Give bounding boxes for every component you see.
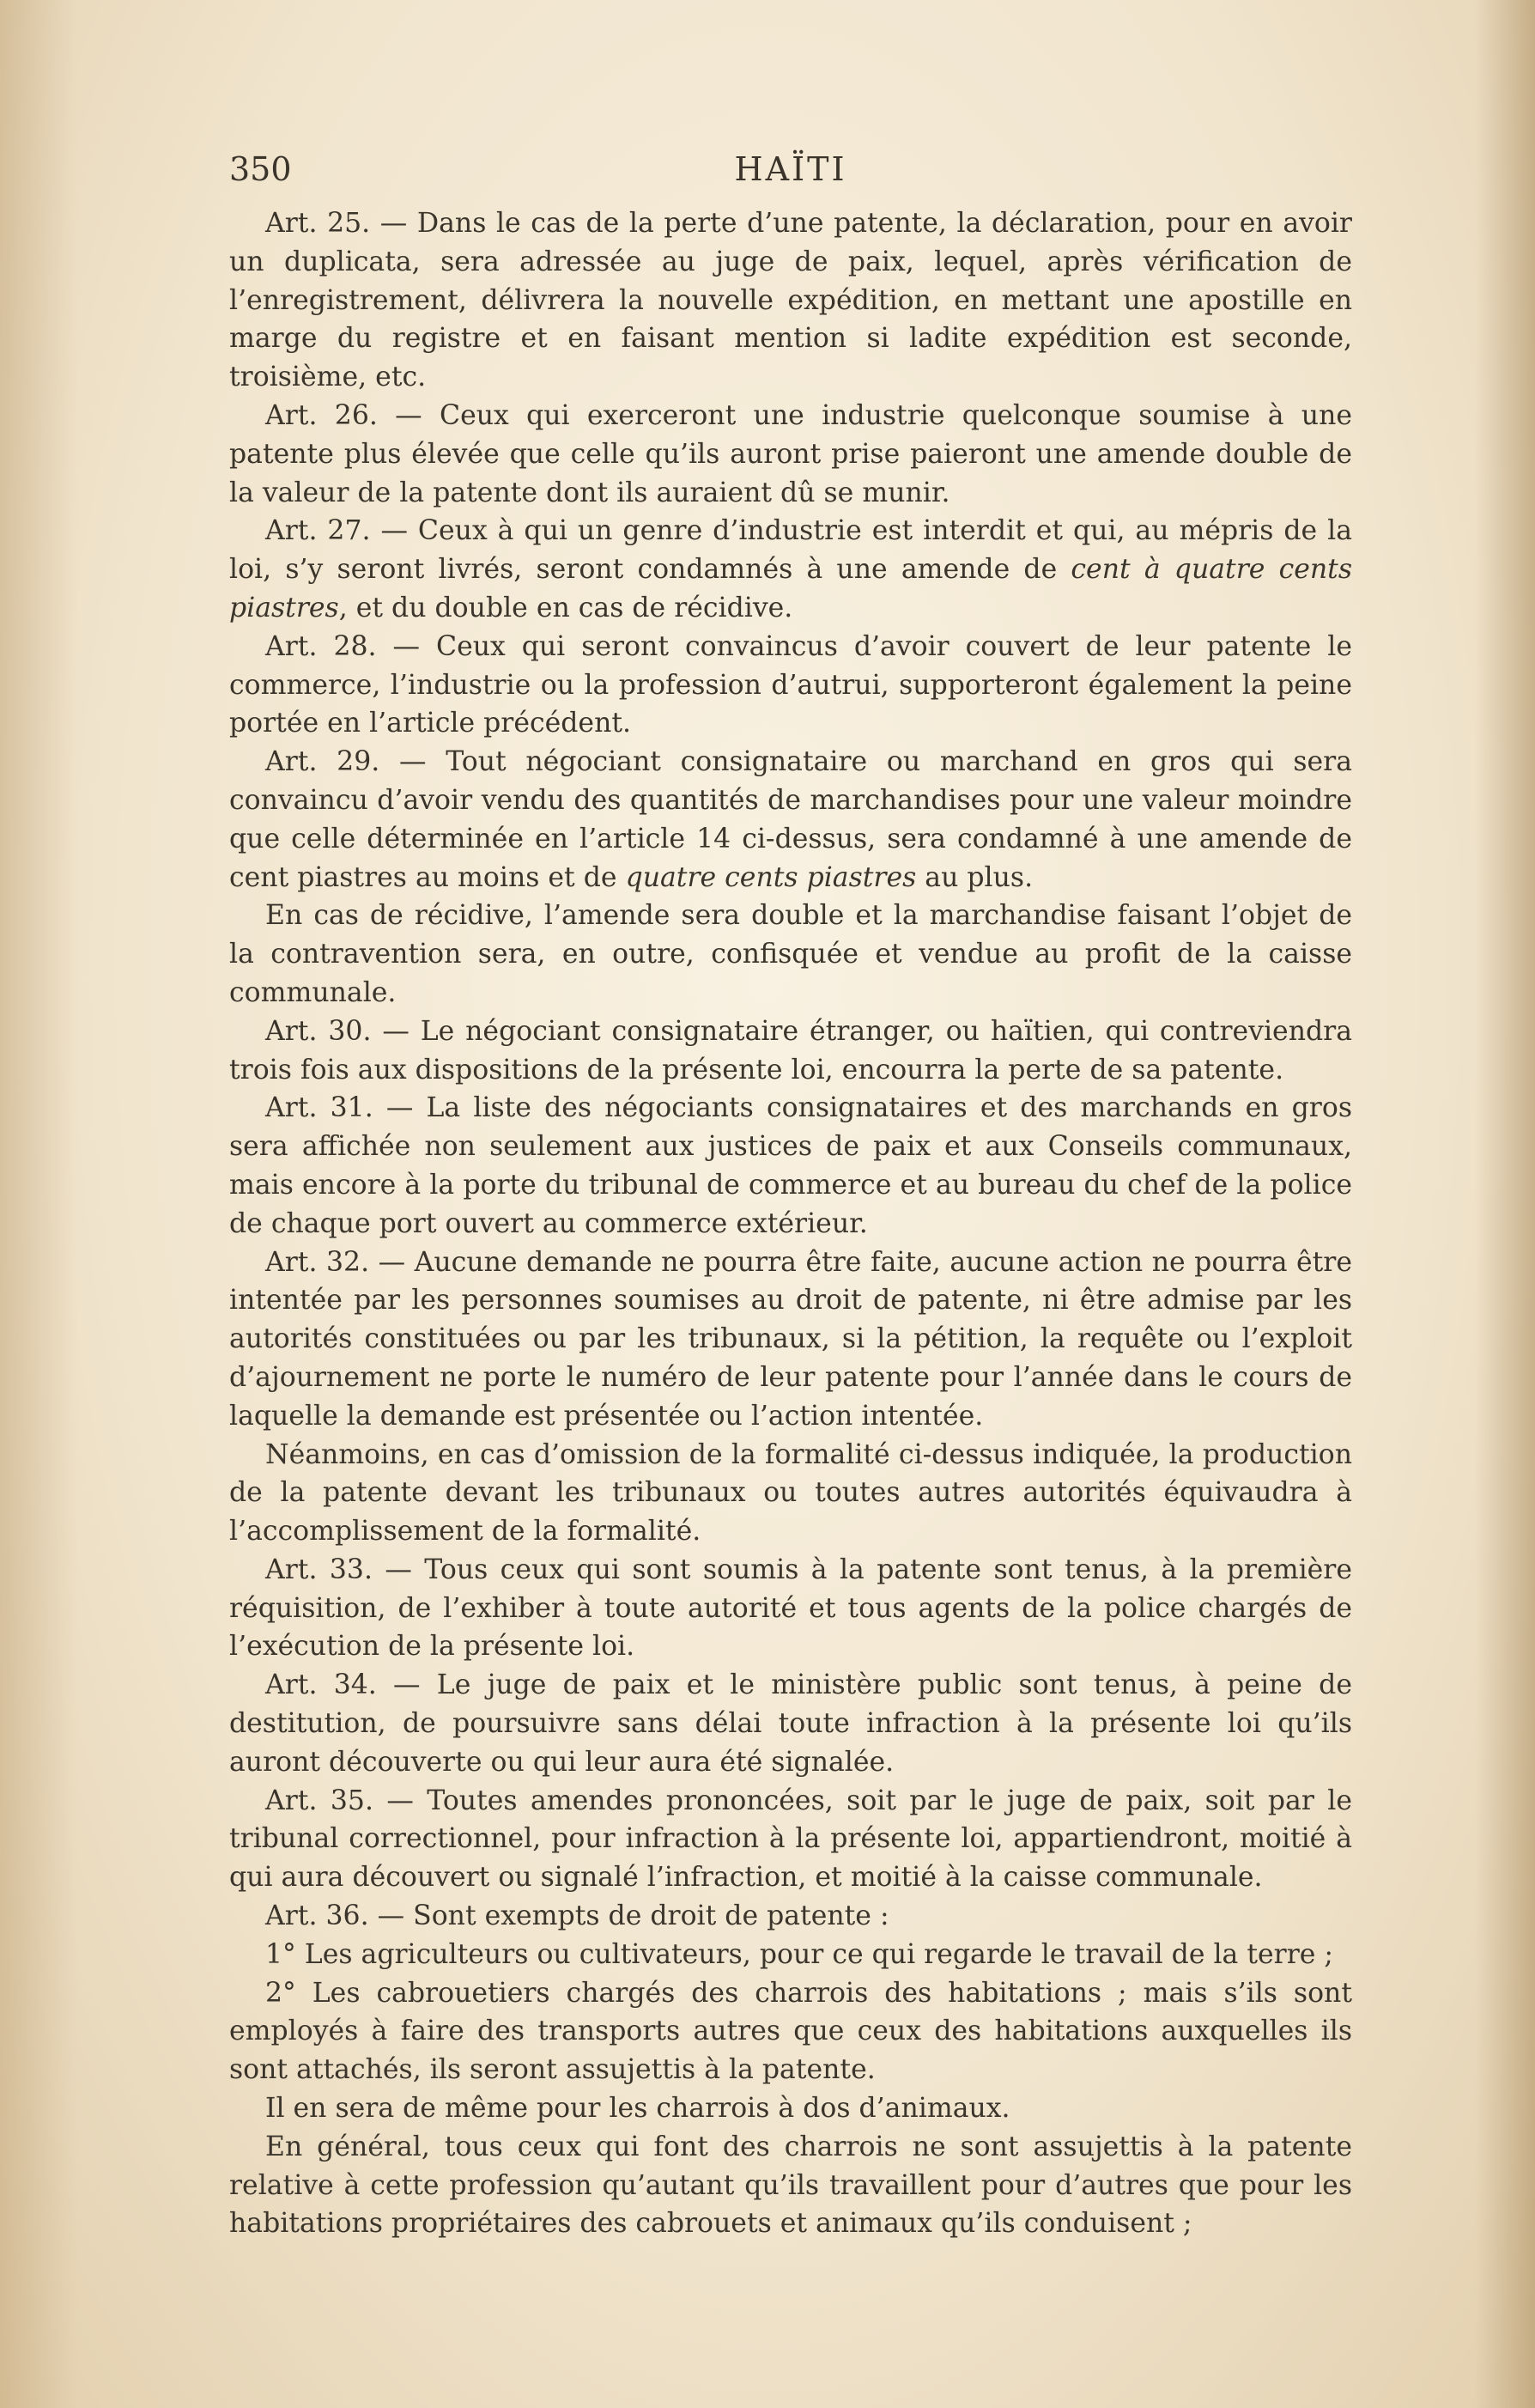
- paragraph-art-31: Art. 31. — La liste des négociants consignataires et des marchands en gros sera affichée non seulement aux justices de paix et aux Conseils communaux, mais encore à la porte du tribunal de commerce et au bureau du chef de la police de chaque port ouvert au commerce extérieur.: [229, 1092, 1352, 1239]
- paragraph-art-35: Art. 35. — Toutes amendes prononcées, soit par le juge de paix, soit par le tribunal correctionnel, pour infraction à la présente loi, appartiendront, moitié à qui aura découvert ou signalé l’infraction, et moitié à la caisse communale.: [229, 1785, 1352, 1894]
- paragraph-art-27-tail: , et du double en cas de récidive.: [338, 592, 793, 623]
- paragraph-art-29-italic: quatre cents piastres: [625, 861, 917, 893]
- paragraph-en-general: En général, tous ceux qui font des charrois ne sont assujettis à la patente relative à cette profession qu’autant qu’ils travaillent pour d’autres que pour les habitations propriétaires des cabrouets et animaux qu’ils conduisent ;: [229, 2131, 1352, 2240]
- paragraph-art-34: Art. 34. — Le juge de paix et le ministère public sont tenus, à peine de destitution, de poursuivre sans délai toute infraction à la présente loi qu’ils auront découverte ou qui leur aura été signalée.: [229, 1669, 1352, 1778]
- list-item-2: 2° Les cabrouetiers chargés des charrois des habitations ; mais s’ils sont employés à faire des transports autres que ceux des habitations auxquelles ils sont attachés, ils seront assujettis à la patente.: [229, 1977, 1352, 2086]
- paragraph-art-29: [229, 743, 1352, 897]
- paragraph-recidive: En cas de récidive, l’amende sera double et la marchandise faisant l’objet de la contravention sera, en outre, confisquée et vendue au profit de la caisse communale.: [229, 900, 1352, 1008]
- paragraph-art-29-text: Art. 29. — Tout négociant consignataire ou marchand en gros qui sera convaincu d’avoir vendu des quantités de marchandises pour une valeur moindre que celle déterminée en l’article 14 ci-dessus, sera condamné à une amende de cent piastres au moins et de: [229, 746, 1352, 893]
- paragraph-art-25: Art. 25. — Dans le cas de la perte d’une patente, la déclaration, pour en avoir un duplicata, sera adressée au juge de paix, lequel, après vérification de l’enregistrement, délivrera la nouvelle expédition, en mettant une apostille en marge du registre et en faisant mention si ladite expédition est seconde, troisième, etc.: [229, 208, 1352, 393]
- paragraph-art-29-tail: au plus.: [916, 861, 1034, 893]
- page-header: [229, 148, 1352, 191]
- paragraph-art-26: Art. 26. — Ceux qui exerceront une industrie quelconque soumise à une patente plus élevée que celle qu’ils auront prise paieront une amende double de la valeur de la patente dont ils auraient dû se munir.: [229, 399, 1352, 508]
- body-text: [229, 204, 1352, 2243]
- paragraph-art-27-text: Art. 27. — Ceux à qui un genre d’industrie est interdit et qui, au mépris de la loi, s’y seront livrés, seront condamnés à une amende de: [229, 515, 1352, 586]
- paragraph-art-32: Art. 32. — Aucune demande ne pourra être faite, aucune action ne pourra être intentée par les personnes soumises au droit de patente, ni être admise par les autorités constituées ou par les tribunaux, si la pétition, la requête ou l’exploit d’ajournement ne porte le numéro de leur patente pour l’année dans le cours de laquelle la demande est présentée ou l’action intentée.: [229, 1246, 1352, 1432]
- paragraph-art-36: Art. 36. — Sont exempts de droit de patente :: [265, 1900, 889, 1932]
- paragraph-art-28: Art. 28. — Ceux qui seront convaincus d’avoir couvert de leur patente le commerce, l’industrie ou la profession d’autrui, supporteront également la peine portée en l’article précédent.: [229, 630, 1352, 739]
- paragraph-art-27: [229, 512, 1352, 627]
- running-title: HAÏTI: [734, 150, 847, 188]
- list-item-1: 1° Les agriculteurs ou cultivateurs, pour ce qui regarde le travail de la terre ;: [265, 1938, 1334, 1970]
- paragraph-art-27-italic: cent à quatre cents piastres: [229, 554, 1352, 623]
- paragraph-art-33: Art. 33. — Tous ceux qui sont soumis à la patente sont tenus, à la première réquisition, de l’exhiber à toute autorité et tous agents de la police chargés de l’exécution de la présente loi.: [229, 1554, 1352, 1663]
- paragraph-charrois: Il en sera de même pour les charrois à dos d’animaux.: [265, 2093, 1010, 2125]
- page-number: 350: [229, 150, 292, 188]
- paragraph-neanmoins: Néanmoins, en cas d’omission de la formalité ci-dessus indiquée, la production de la patente devant les tribunaux ou toutes autres autorités équivaudra à l’accomplissement de la formalité.: [229, 1438, 1352, 1548]
- paragraph-art-30: Art. 30. — Le négociant consignataire étranger, ou haïtien, qui contreviendra trois fois aux dispositions de la présente loi, encourra la perte de sa patente.: [229, 1015, 1352, 1085]
